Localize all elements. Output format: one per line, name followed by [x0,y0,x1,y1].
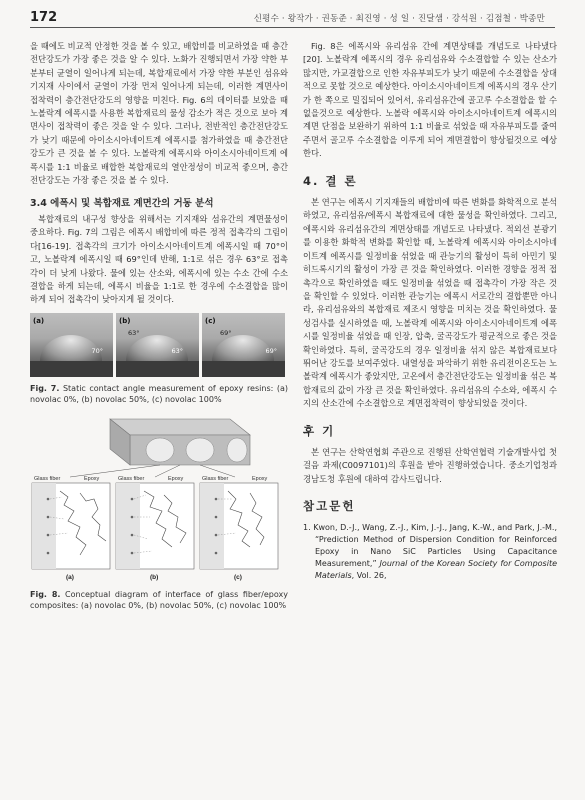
right-column [303,40,557,582]
section-heading-references: 참고문헌 [303,499,356,514]
substrate [116,361,199,377]
contact-angle-photo-a [30,313,113,377]
contact-angle-photo-c [202,313,285,377]
left-paragraph-1: 을 때에도 비교적 안정한 것을 볼 수 있고, 배합비를 비교하였을 때 층간전단강도가 가장 좋은 것을 알 수 있다. 노화가 진행되면서 가장 약한 부분부터 균열이 일어나게 되는데, 복합재료에서 가장 약한 부분인 섬유와 기지재 사이에서 균열이 가장 먼저 일어나게 되는데, 이러한 계면사이 접착력이 층간전단강도의 영향을 미친다. Fig. 6의 데이터를 보았을 때 노볼락계 에폭시를 사용한 복합재료의 물성 감소가 적은 것으로 보아 계면사이 접착력이 좋은 것을 알 수 있다. 그러나, 전반적인 층간전단강도가 낮기 때문에 아이소시아네이트계 에폭시를 첨가하였을 때 층간전단강도가 큰 것을 볼 수 있다. 노볼락계 에폭시와 아이소시아네이트계 에폭시를 1:1 비율로 배합한 복합재료의 열안정성이 비교적 좋으며, 층간전단강도는 가장 좋은 것을 볼 수 있다. [30,41,288,186]
substrate [202,361,285,377]
angle-label: 63° [128,328,140,337]
caption-label: Fig. 8. [30,589,61,599]
section-heading-conclusion: 4. 결 론 [303,173,358,188]
substrate [30,361,113,377]
right-paragraph-3: 본 연구는 산학연협회 주관으로 진행된 산학연협력 기술개발사업 첫걸음 과제(C0097101)의 후원을 받아 진행하였습니다. 중소기업청과 경남도청 후원에 대하여 감사드립니다. [303,446,557,484]
panel-label: (a) [33,316,45,325]
label-epoxy: Epoxy [168,475,184,482]
panel-label: (c) [205,316,216,325]
label-epoxy: Epoxy [84,475,100,482]
caption-label: Fig. 7. [30,383,60,393]
reference-1 [303,522,557,582]
right-paragraph-1: Fig. 8은 에폭시와 유리섬유 간에 계면상태를 개념도로 나타냈다[20]. 노볼락계 에폭시의 경우 유리섬유와 수소결합할 수 있는 산소가 많지만, 가교결합으로 인한 자유부피도가 낮기 때문에 수소결합을 상대적으로 못할 것으로 예상한다. 아이소시아네이트계 에폭시의 경우 산기가 한 쪽으로 밀집되어 있어서, 유리섬유간에 골고루 수소결합을 할 수 없을것으로 예상한다. 노볼락 에폭시와 아이소시아네이트계 에폭시의 계면 단점을 보완하기 위하여 1:1 비율로 섞었을 때 자유부피도를 줄여주면서 골고루 수소결합을 이루게 되어 계면결합이 향상될것으로 예상한다. [303,41,557,159]
label-glass-fiber: Glass fiber [202,475,229,482]
label-glass-fiber: Glass fiber [34,475,61,482]
panel-label-b: (b) [150,573,159,581]
header-rule [30,27,555,28]
ref-authors: 1. Kwon, D.-J., Wang, Z.-J., Kim, J.-J., Jang, K.-W., and Park, J.-M., [303,522,557,532]
section-heading-acknowledgment: 후 기 [303,423,336,438]
angle-label: 69° [220,328,232,337]
caption-text: Static contact angle measurement of epoxy resins: (a) novolac 0%, (b) novolac 50%, (c) novolac 100% [30,383,289,404]
panel-label-c: (c) [234,573,242,581]
caption-text: Conceptual diagram of interface of glass fiber/epoxy composites: (a) novolac 0%, (b) novolac 50%, (c) novolac 100% [30,589,288,610]
contact-angle-photo-b [116,313,199,377]
section-heading-3-4: 3.4 에폭시 및 복합재료 계면간의 거동 분석 [30,198,214,210]
left-column [30,40,288,611]
running-authors: 신평수 · 왕작가 · 권동준 · 최진영 · 성 일 · 진달샘 · 강석원 · 김점철 · 박종만 [253,14,545,24]
interface-diagram-svg [30,413,280,583]
page-header [0,0,585,30]
angle-label: 70° [91,347,103,356]
ref-journal: Journal of the Korean Society for Composite Materials [315,558,558,580]
label-glass-fiber: Glass fiber [118,475,145,482]
left-paragraph-2: 복합재료의 내구성 향상을 위해서는 기지재와 섬유간의 계면물성이 중요하다. Fig. 7의 그림은 에폭시 배합비에 따른 정적 접촉각의 그림이다[16-19]. 접촉각의 크기가 아이소시아네이트계 에폭시일 때 70°이고, 노볼락계 에폭시일 때 69°인데 반해, 1:1로 섞은 경우 63°로 접촉각이 더 낮게 나왔다. 물에 있는 산소와, 에폭시에 있는 수소 간에 수소결합을 하게 되는데, 에폭시 비율을 1:1로 한 경우에 수소결합을 많이 하게 되어 접촉각이 낮아지게 될 것이다. [30,213,288,305]
right-paragraph-2: 본 연구는 에폭시 기지재들의 배합비에 따른 변화를 화학적으로 분석하였고, 유리섬유/에폭시 복합재료에 대한 물성을 확인하였다. 그리고, 에폭시와 유리섬유간의 계면상태를 개념도로 나타냈다. 적외선 분광기를 이용한 화학적 변화를 확인할 때, 노볼락계 에폭시와 아이소시아네이트계 에폭시를 일정비율 섞었을 때 관능기의 활성이 특히 아민기 및 히드록시기의 활성이 가장 큰 것을 확인하였다. 이러한 경향을 정적 접촉각으로 확인하였을 때도 일정비율 섞었을 때 접촉각이 가장 작은 것을 확인할 수 있었다. 이러한 관능기는 에폭시 서로간의 결합뿐만 아니라, 유리섬유와의 복합재료 제조시 영향을 미치는 것을 확인하였다. 물성검사를 실시하였을 때, 노볼락계 에폭시와 아이소시아네이트계 에폭시를 일정비율 섞었을 때 인장, 압축, 굴곡강도가 평균적으로 좋은 것을 확인하였다. 특히, 굴곡강도의 경우 일정비율 섞지 않은 복합재료보다 뛰어난 강도를 보여주었다. 내열성을 파악하기 위한 유리전이온도는 노볼락계 에폭시가 좋았지만, 고온에서 층간전단강도는 일정비율 섞은 복합재료의 값이 가장 큰 것을 확인하였다. 유리섬유의 수소와, 에폭시 수지의 산소간에 수소결합으로 계면접착력이 향상되었을 것이다. [303,197,557,409]
figure-8-caption [30,589,288,611]
figure-7-caption [30,383,288,405]
ref-volume: , Vol. 26, [351,570,387,580]
panel-label-a: (a) [66,573,74,581]
angle-label: 63° [171,347,183,356]
figure-8-diagram [30,413,280,583]
label-epoxy: Epoxy [252,475,268,482]
figure-7-photos [30,313,288,377]
panel-label: (b) [119,316,131,325]
ref-title: “Prediction Method of Dispersion Condition for Reinforced Epoxy in Nano SiC Particles Using Capacitance Measurement,” [315,534,557,568]
page-number: 172 [30,10,58,25]
angle-label: 69° [265,347,277,356]
